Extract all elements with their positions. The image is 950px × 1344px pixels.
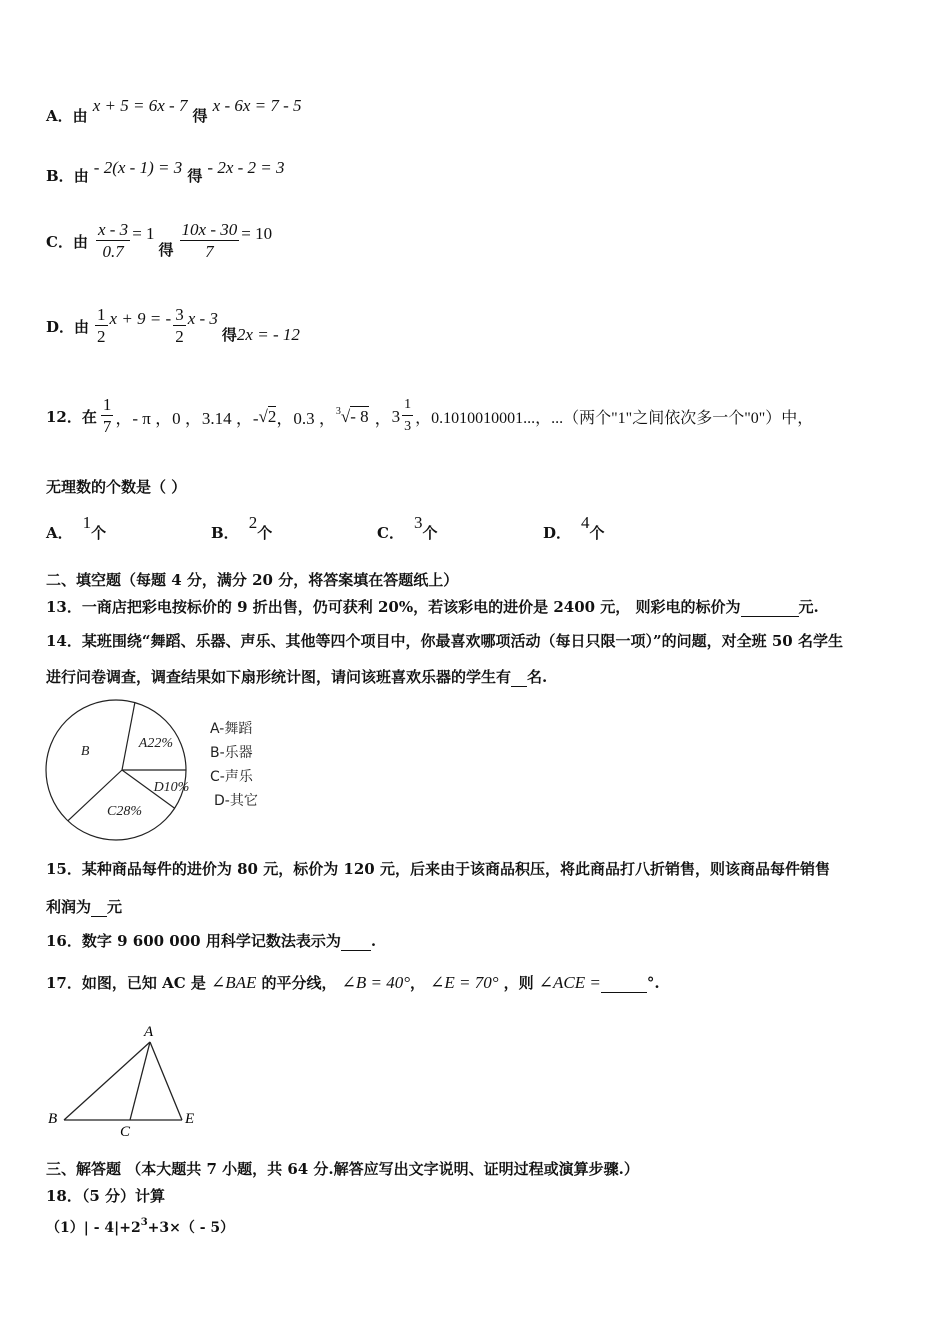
q11-option-a: A．由 x + 5 = 6x - 7 得 x - 6x = 7 - 5 (46, 96, 302, 125)
q12-option-c: C．3个 (377, 513, 438, 542)
pie-legend-item: A-舞蹈 (210, 721, 253, 737)
q11-option-c: C． 由 $\frac{x - 3}{0.7}$ = 1 得 $\frac{10x - 30}{7}$ = 10 (46, 220, 273, 261)
q13-answer-blank[interactable] (741, 598, 799, 617)
vertex-label-e: E (185, 1111, 195, 1127)
q18-part1: $(1)| - 4|+2^3+3\times( - 5)$ (46, 1217, 235, 1236)
pie-label-a: A22% (138, 735, 174, 751)
q11-option-d: D． 由 $\frac{1}{2}$ x + 9 = - $\frac{3}{2}$ x - 3 得 2x = - 12 (46, 305, 300, 346)
pie-slice-boundary (122, 703, 135, 770)
q15-answer-blank[interactable] (91, 898, 107, 917)
segment-ac (130, 1042, 150, 1120)
pie-label-c: C28% (107, 803, 143, 819)
vertex-label-a: A (144, 1024, 154, 1040)
q11-option-b: B．由 - 2(x - 1) = 3 得 - 2x - 2 = 3 (46, 158, 285, 185)
side-ae (150, 1042, 182, 1120)
q18-title: 18．（5 分）计算 (46, 1187, 166, 1205)
q12-stem: 12．在 $\frac{1}{7}$ ，- π ，0 ，3.14 ，- √2 ，0.3 ， $^3$√- 8 ， 3 $\frac{1}{3}$ ，0.1010010001...，...（两个"1"之间依次多一个"0"）中， (46, 395, 814, 436)
q17-answer-blank[interactable] (601, 973, 647, 993)
vertex-label-c: C (120, 1124, 131, 1140)
q14-answer-blank[interactable] (511, 668, 527, 687)
q15-line2: 利润为 元 (46, 898, 123, 916)
pie-legend-item: D-其它 (214, 793, 258, 809)
q16: 16．数字 9 600 000 用科学记数法表示为 . (46, 932, 377, 950)
section-3-heading: 三、解答题 （本大题共 7 小题，共 64 分.解答应写出文字说明、证明过程或演算步骤.） (46, 1160, 639, 1178)
cube-root: $^3$√- 8 (335, 406, 369, 426)
triangle-figure (40, 1020, 210, 1140)
pie-label-d: D10% (153, 780, 190, 796)
q12-option-d: D．4个 (543, 513, 605, 542)
vertex-label-b: B (48, 1111, 58, 1127)
q14-line1: 14．某班围绕“舞蹈、乐器、声乐、其他等四个项目中，你最喜欢哪项活动（每日只限一项）”的问题，对全班 50 名学生 (46, 632, 843, 650)
q12-option-b: B．2个 (211, 513, 273, 542)
pie-legend-item: C-声乐 (210, 769, 253, 785)
q13: 13．一商店把彩电按标价的 9 折出售，仍可获利 20%，若该彩电的进价是 2400 元， 则彩电的标价为 元. (46, 598, 819, 616)
q12-option-a: A．1个 (46, 513, 107, 542)
q14-line2: 进行问卷调查，调查结果如下扇形统计图，请问该班喜欢乐器的学生有 名. (46, 668, 548, 686)
q12-options (46, 512, 666, 542)
pie-chart (40, 695, 300, 845)
pie-legend-item: B-乐器 (210, 745, 253, 761)
q16-answer-blank[interactable] (341, 932, 371, 951)
q12-question: 无理数的个数是（ ） (46, 478, 187, 496)
section-2-heading: 二、填空题（每题 4 分，满分 20 分，将答案填在答题纸上） (46, 571, 459, 589)
q17: 17．如图，已知 AC 是 ∠BAE 的平分线， ∠B = 40°， ∠E = 70° ，则 ∠ACE = °. (46, 973, 660, 992)
sqrt-symbol: √2 (258, 406, 277, 426)
pie-label-b: B (80, 743, 90, 759)
q15-line1: 15．某种商品每件的进价为 80 元，标价为 120 元，后来由于该商品积压，将此商品打八折销售，则该商品每件销售 (46, 860, 830, 878)
side-ab (64, 1042, 150, 1120)
